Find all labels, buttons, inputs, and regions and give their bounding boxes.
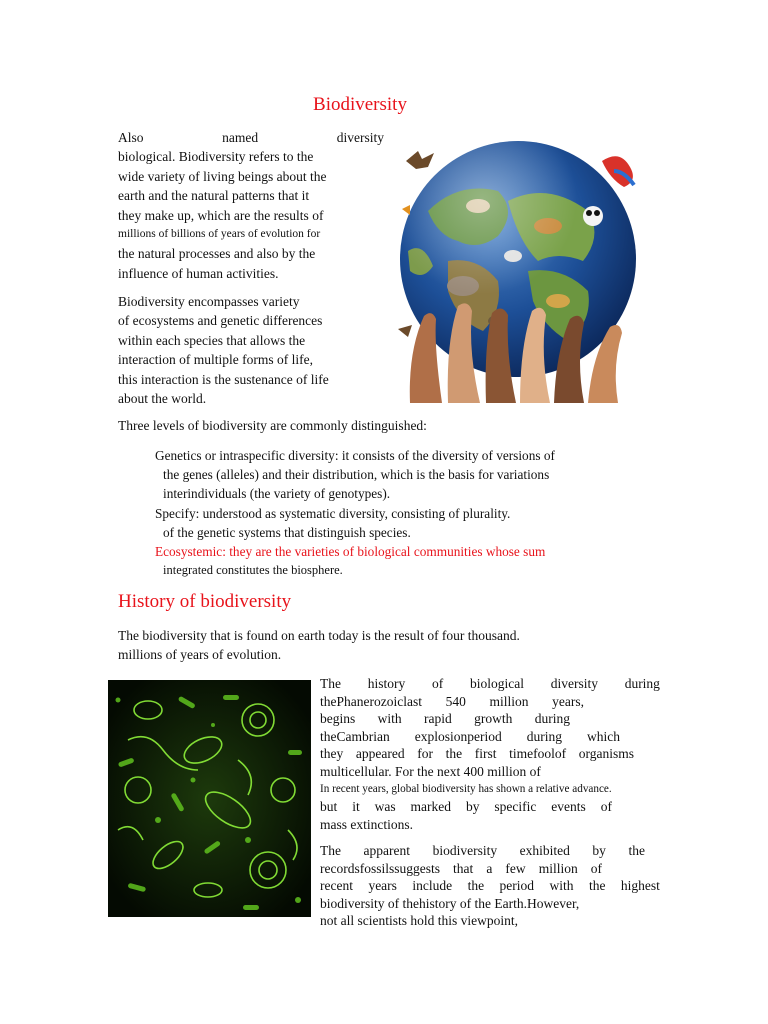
history-line bbox=[320, 675, 660, 693]
word: rapid bbox=[423, 711, 452, 727]
word: first bbox=[474, 746, 497, 762]
word: specific bbox=[494, 799, 537, 815]
word: by bbox=[465, 799, 480, 815]
history-line: not all scientists hold this viewpoint, bbox=[320, 913, 518, 929]
intro-line: millions of billions of years of evolution for bbox=[118, 228, 321, 241]
word: marked bbox=[410, 799, 452, 815]
word: apparent bbox=[363, 843, 411, 858]
word: highest bbox=[620, 878, 660, 894]
word: was bbox=[374, 799, 396, 815]
intro-line-1 bbox=[118, 128, 384, 147]
word: appeared bbox=[355, 746, 405, 762]
word: with bbox=[549, 878, 574, 894]
levels-list bbox=[140, 446, 640, 580]
history-line bbox=[320, 842, 645, 860]
history-line: biodiversity of thehistory of the Earth.However, bbox=[320, 895, 580, 911]
ecosystems-paragraph bbox=[118, 292, 368, 408]
word: thePhanerozoiclast bbox=[320, 693, 422, 709]
word: but bbox=[320, 799, 338, 815]
ecosystems-line: of ecosystems and genetic differences bbox=[118, 313, 323, 329]
level-line: Genetics or intraspecific diversity: it consists of the diversity of versions of bbox=[155, 448, 555, 463]
word: The bbox=[320, 843, 341, 858]
word: million bbox=[489, 693, 529, 709]
history-line: mass extinctions. bbox=[320, 816, 413, 832]
word: theCambrian bbox=[320, 728, 390, 744]
word: for bbox=[417, 746, 433, 762]
word: biodiversity bbox=[432, 843, 498, 858]
level-line: interindividuals (the variety of genotypes). bbox=[163, 486, 391, 502]
word: that bbox=[453, 860, 474, 876]
intro-line: biological. Biodiversity refers to the bbox=[118, 149, 314, 165]
intro-line: the natural processes and also by the bbox=[118, 246, 316, 262]
history-line bbox=[320, 860, 602, 878]
word: of bbox=[600, 799, 612, 815]
word: few bbox=[505, 860, 526, 876]
word: the bbox=[445, 746, 463, 762]
history-intro-line: millions of years of evolution. bbox=[118, 647, 282, 663]
word: recent bbox=[320, 878, 353, 894]
word: timefoolof bbox=[509, 746, 567, 762]
word: during bbox=[526, 728, 562, 744]
intro-paragraph bbox=[118, 128, 384, 283]
word: explosionperiod bbox=[414, 728, 502, 744]
word: Also bbox=[118, 130, 144, 145]
intro-line: they make up, which are the results of bbox=[118, 207, 324, 223]
intro-line: wide variety of living beings about the bbox=[118, 168, 327, 184]
ecosystems-line: about the world. bbox=[118, 391, 207, 407]
word: diversity bbox=[550, 676, 598, 691]
word: include bbox=[412, 878, 453, 894]
history-line bbox=[320, 710, 570, 728]
word: 540 bbox=[445, 693, 466, 709]
word: years, bbox=[552, 693, 584, 709]
word: of bbox=[431, 676, 444, 691]
history-line bbox=[320, 745, 634, 763]
intro-line: earth and the natural patterns that it bbox=[118, 188, 310, 204]
list-item bbox=[140, 446, 640, 504]
ecosystems-line: within each species that allows the bbox=[118, 332, 306, 348]
level-line: Specify: understood as systematic diversity, consisting of plurality. bbox=[155, 505, 511, 521]
level-line: integrated constitutes the biosphere. bbox=[163, 563, 343, 578]
word: the bbox=[588, 878, 606, 894]
word: events bbox=[551, 799, 586, 815]
word: exhibited bbox=[519, 843, 570, 858]
list-item bbox=[140, 504, 640, 542]
word: the bbox=[467, 878, 485, 894]
history-line: In recent years, global biodiversity has shown a relative advance. bbox=[320, 782, 612, 795]
history-paragraph-2 bbox=[320, 842, 660, 930]
history-line: multicellular. For the next 400 million of bbox=[320, 763, 541, 779]
word: growth bbox=[474, 711, 513, 727]
word: period bbox=[499, 878, 535, 894]
microorganisms-image bbox=[108, 680, 311, 917]
page-title: Biodiversity bbox=[313, 94, 407, 115]
word: recordsfossilssuggests bbox=[320, 860, 440, 876]
history-line bbox=[320, 728, 620, 746]
word: the bbox=[628, 843, 645, 858]
ecosystems-line: interaction of multiple forms of life, bbox=[118, 352, 313, 368]
list-item bbox=[140, 542, 640, 580]
word: which bbox=[586, 728, 620, 744]
word: The bbox=[320, 676, 341, 691]
level-line: Ecosystemic: they are the varieties of biological communities whose sum bbox=[155, 544, 546, 560]
word: of bbox=[590, 860, 602, 876]
history-intro bbox=[118, 626, 520, 665]
ecosystems-line: this interaction is the sustenance of life bbox=[118, 371, 329, 387]
level-line: the genes (alleles) and their distribution, which is the basis for variations bbox=[163, 467, 550, 483]
word: by bbox=[592, 843, 606, 858]
word: it bbox=[352, 799, 360, 815]
globe-image bbox=[388, 141, 646, 403]
word: diversity bbox=[336, 130, 384, 145]
word: during bbox=[624, 676, 660, 691]
word: they bbox=[320, 746, 344, 762]
history-line bbox=[320, 798, 612, 816]
word: a bbox=[486, 860, 493, 876]
word: years bbox=[368, 878, 397, 894]
word: biological bbox=[469, 676, 524, 691]
intro-line: influence of human activities. bbox=[118, 265, 279, 281]
history-line bbox=[320, 877, 660, 895]
word: history bbox=[367, 676, 406, 691]
word: million bbox=[538, 860, 578, 876]
history-intro-line: The biodiversity that is found on earth today is the result of four thousand. bbox=[118, 628, 520, 643]
history-paragraph-1 bbox=[320, 675, 660, 833]
level-line: of the genetic systems that distinguish species. bbox=[163, 524, 411, 540]
word: organisms bbox=[578, 746, 634, 762]
word: named bbox=[222, 130, 259, 145]
word: begins bbox=[320, 711, 356, 727]
word: during bbox=[534, 711, 570, 727]
ecosystems-line: Biodiversity encompasses variety bbox=[118, 294, 300, 309]
levels-intro: Three levels of biodiversity are commonly distinguished: bbox=[118, 418, 427, 433]
word: with bbox=[377, 711, 402, 727]
history-heading: History of biodiversity bbox=[118, 591, 292, 612]
history-line bbox=[320, 693, 584, 711]
